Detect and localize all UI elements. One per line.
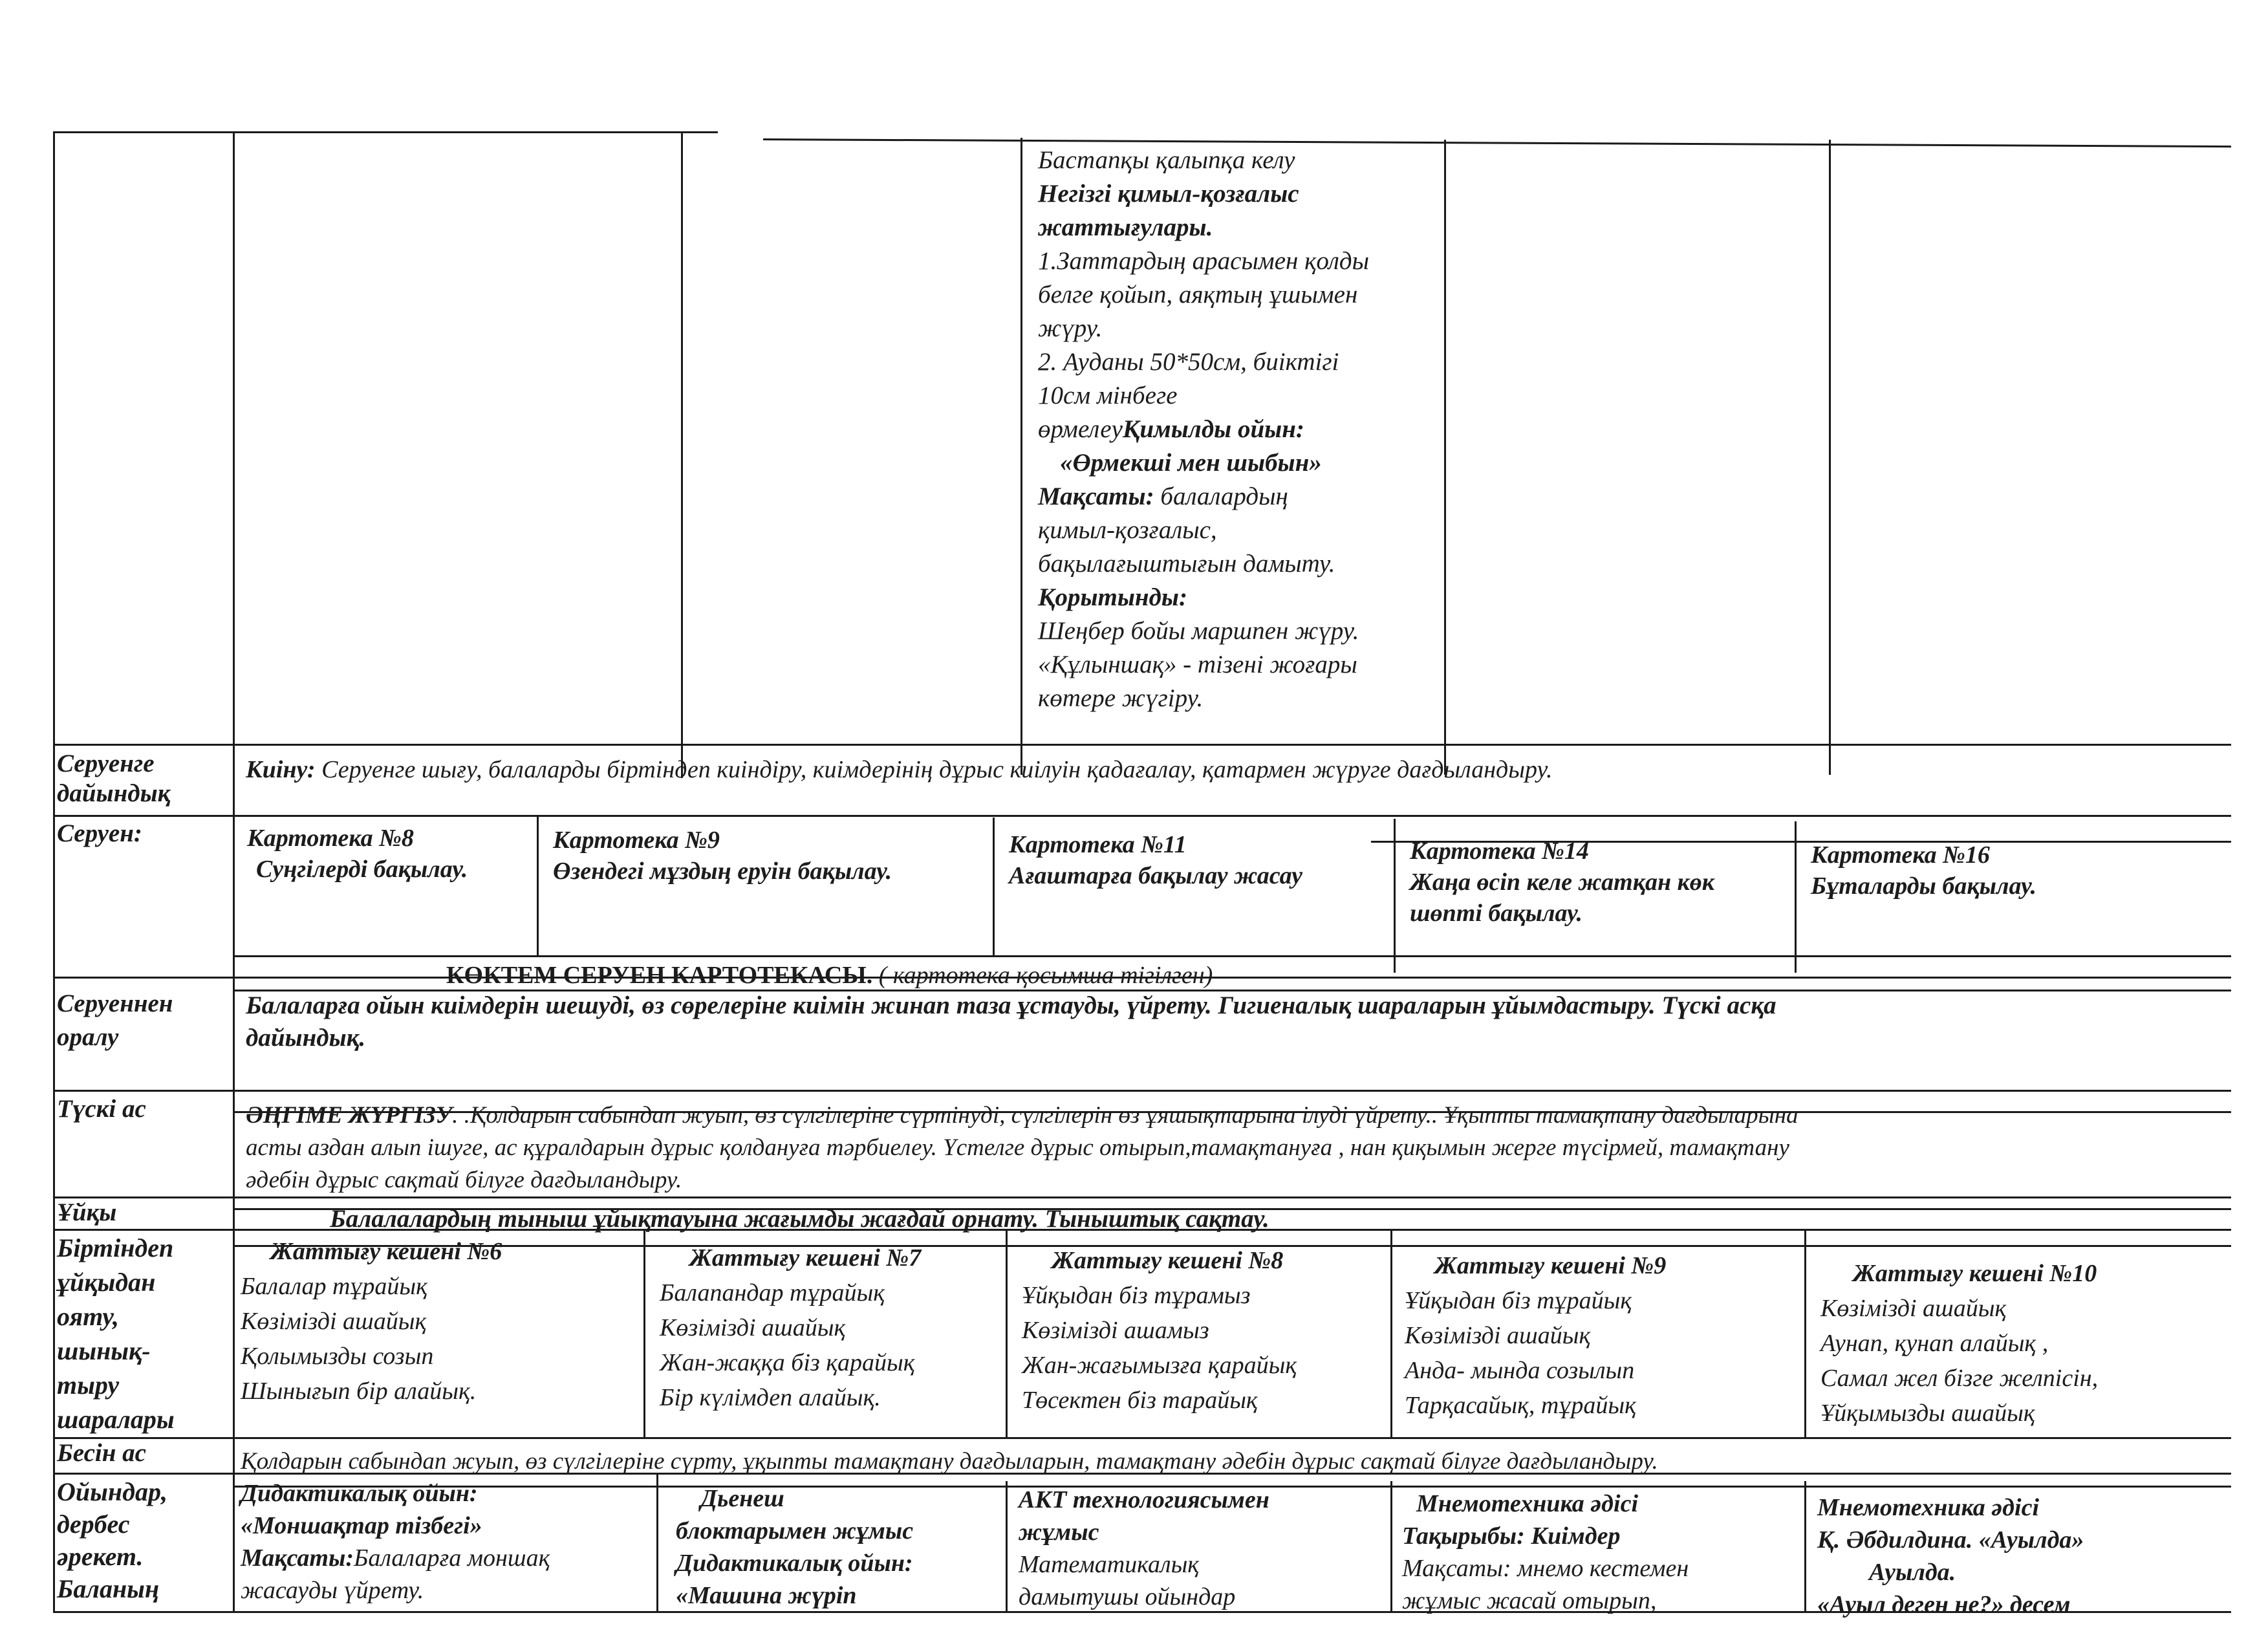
wake-complex-line: Бір күлімдеп алайық. — [660, 1384, 881, 1411]
games-cell-2 — [676, 1482, 913, 1612]
grid-line-wake-c4 — [1804, 1230, 1806, 1437]
exercise-line: 1.Заттардың арасымен қолды — [1038, 247, 1370, 275]
lunch-body: . .Қолдарын сабындап жуып, өз сүлгілеріне сүртінуді, сүлгілерін өз ұяшықтарына ілуді үйрету.. Ұқыпты тамақтану дағдыларына — [452, 1102, 1798, 1129]
wake-label-line: ояту, — [57, 1302, 119, 1331]
table-top-border-right — [763, 138, 2231, 147]
return-line: дайындық. — [246, 1024, 366, 1052]
exercise-line: Шеңбер бойы маршпен жүру. — [1038, 617, 1359, 645]
wake-complex-5 — [1820, 1256, 2098, 1431]
grid-line-games-c2 — [1006, 1481, 1008, 1613]
walk-footer-note: ( картотека қосымша тігілген) — [872, 962, 1213, 989]
wake-complex-title: Жаттығу кешені №10 — [1853, 1260, 2097, 1287]
wake-complex-line: Анда- мында созылып — [1405, 1357, 1635, 1384]
wake-complex-line: Көзімізді ашайық — [1820, 1295, 2007, 1322]
games-cell-1 — [241, 1477, 550, 1607]
wake-complex-line: Жан-жаққа біз қарайық — [660, 1349, 915, 1376]
games-label-line: дербес — [57, 1510, 130, 1539]
wake-complex-3 — [1022, 1243, 1297, 1418]
games-cell-line: «Ауыл деген не?» десем — [1817, 1591, 2071, 1618]
exercise-line: «Құлыншақ» - тізені жоғары — [1038, 651, 1357, 678]
walk-card-text: шөпті бақылау. — [1410, 900, 1582, 927]
wake-complex-1 — [241, 1234, 502, 1409]
table-top-border — [53, 131, 718, 133]
walk-card-title: Картотека №8 — [247, 825, 414, 852]
wake-label-line: шаралары — [57, 1405, 175, 1434]
grid-line-top-c4 — [1444, 140, 1446, 775]
wake-complex-line: Қолымызды созып — [241, 1343, 434, 1370]
row-line-walk-footer — [233, 955, 2231, 957]
exercise-line: бақылағыштығын дамыту. — [1038, 550, 1335, 578]
walk-card-text: Ағаштарға бақылау жасау — [1009, 862, 1302, 889]
wake-complex-title: Жаттығу кешені №6 — [270, 1238, 502, 1265]
walk-card-text: Бұталарды бақылау. — [1811, 872, 2036, 900]
row-line-snack — [53, 1437, 2231, 1439]
exercise-line: белге қойып, аяқтың ұшымен — [1038, 281, 1358, 309]
games-cell-line: Мнемотехника әдісі — [1416, 1490, 1639, 1517]
wake-label-line: Біртіндеп — [57, 1233, 174, 1262]
walk-card-title: Картотека №16 — [1811, 841, 1990, 869]
games-label — [57, 1476, 167, 1605]
wake-complex-line: Балапандар тұрайық — [660, 1279, 885, 1306]
games-cell-line: «Машина жүріп — [676, 1582, 857, 1609]
grid-line-games-c3 — [1390, 1481, 1392, 1613]
games-cell-line — [241, 1542, 550, 1574]
row-line-walk-prep — [53, 744, 2231, 746]
return-label-line: Серуеннен — [57, 990, 173, 1017]
wake-label-line: шынық- — [57, 1336, 151, 1365]
games-cell-line: жұмыс жасай отырып, — [1402, 1587, 1657, 1614]
row-line-lunch — [53, 1090, 2231, 1092]
walk-footer — [446, 960, 1213, 991]
grid-line-top-c3 — [1021, 138, 1022, 775]
games-cell-line: жұмыс — [1019, 1519, 1099, 1546]
games-cell-line: Мақсаты: мнемо кестемен — [1402, 1555, 1689, 1582]
games-cell-line: дамытушы ойындар — [1019, 1583, 1236, 1610]
conclusion-heading: Қорытынды: — [1038, 583, 1187, 611]
walk-card-4 — [1410, 836, 1714, 929]
wake-complex-4 — [1405, 1248, 1666, 1423]
goal-heading: Мақсаты: — [241, 1544, 354, 1572]
grid-line-label — [233, 131, 235, 1612]
wake-complex-line: Көзімізді ашайық — [241, 1308, 427, 1335]
grid-line-walk-c1 — [537, 816, 539, 955]
walk-footer-title: КӨКТЕМ СЕРУЕН КАРТОТЕКАСЫ. — [446, 962, 873, 989]
return-text — [246, 990, 1777, 1054]
return-line: Балаларға ойын киімдерін шешуді, өз сөрелеріне киімін жинап таза ұстауды, үйрету. Гигиеналық шараларын ұйымдастыру. Түскі асқа — [246, 991, 1777, 1019]
wake-complex-line: Ұйқыдан біз тұрамыз — [1022, 1282, 1251, 1309]
grid-line-walk-c4 — [1795, 821, 1797, 973]
exercise-line-part: өрмелеу — [1038, 415, 1123, 443]
grid-line-left — [53, 131, 55, 1612]
walk-card-text: Суңгілерді бақылау. — [256, 856, 468, 883]
walk-card-title: Картотека №14 — [1410, 838, 1589, 865]
lunch-text — [246, 1099, 1798, 1196]
return-label-line: оралу — [57, 1023, 119, 1051]
walk-label: Серуен: — [57, 819, 142, 847]
walk-prep-lead: Киіну: — [246, 756, 316, 783]
games-cell-line: «Моншақтар тізбегі» — [241, 1512, 482, 1539]
wake-complex-title: Жаттығу кешені №9 — [1434, 1252, 1667, 1279]
walk-card-text: Жаңа өсіп келе жатқан көк — [1410, 869, 1715, 896]
walk-prep-text — [246, 754, 1552, 786]
games-cell-line: блоктарымен жұмыс — [676, 1517, 914, 1544]
games-cell-4 — [1402, 1488, 1689, 1617]
walk-card-1 — [247, 823, 468, 885]
lunch-line: асты аздан алып ішуге, ас құралдарын дұрыс қолдануға тәрбиелеу. Үстелге дұрыс отырып,тамақтануға , нан қиқымын жерге түсірмей, тамақтану — [246, 1134, 1789, 1161]
wake-complex-title: Жаттығу кешені №7 — [689, 1244, 922, 1272]
return-label — [57, 987, 173, 1054]
wake-complex-line: Аунап, қунап алайық , — [1820, 1330, 2049, 1357]
games-cell-5 — [1817, 1491, 2084, 1621]
lunch-label: Түскі ас — [57, 1095, 146, 1123]
wake-complex-line: Көзімізді ашамыз — [1022, 1317, 1209, 1344]
exercise-line — [1038, 413, 1369, 446]
lunch-line: әдебін дұрыс сақтай білуге дағдыландыру. — [246, 1167, 682, 1193]
grid-line-walk-c2 — [993, 817, 995, 955]
exercise-line: 10см мінбеге — [1038, 382, 1178, 409]
wake-complex-line: Көзімізді ашайық — [1405, 1322, 1591, 1349]
games-cell-line: Қ. Әбдилдина. «Ауылда» — [1817, 1526, 2084, 1554]
wake-complex-line: Төсектен біз тарайық — [1022, 1387, 1258, 1414]
wake-complex-line: Тарқасайық, тұрайық — [1405, 1392, 1636, 1419]
games-cell-line: Дидактикалық ойын: — [676, 1550, 913, 1577]
goal-text: Балаларға моншақ — [353, 1544, 550, 1572]
snack-text: Қолдарын сабындап жуып, өз сүлгілеріне сүрту, ұқыпты тамақтану дағдыларын, тамақтану әдебін дұрыс сақтай білуге дағдыландыру. — [241, 1448, 1658, 1475]
games-label-line: Баланың — [57, 1574, 160, 1603]
goal-heading: Мақсаты: — [1038, 482, 1154, 510]
games-cell-line: жасауды үйрету. — [241, 1577, 424, 1604]
walk-card-3 — [1009, 829, 1302, 891]
snack-label: Бесін ас — [57, 1439, 146, 1467]
walk-card-title: Картотека №9 — [553, 827, 720, 854]
games-cell-line: АКТ технологиясымен — [1019, 1486, 1269, 1513]
wake-complex-line: Самал жел бізге желпісін, — [1820, 1365, 2099, 1392]
walk-prep-label-line: Серуенге — [57, 750, 155, 777]
wake-complex-line: Ұйқыдан біз тұрайық — [1405, 1287, 1632, 1314]
wake-complex-line: Жан-жағымызға қарайық — [1022, 1352, 1297, 1379]
sleep-text: Балалалардың тыныш ұйықтауына жағымды жағдай орнату. Тыныштық сақтау. — [330, 1205, 1269, 1233]
goal-text: балалардың — [1154, 482, 1288, 510]
wake-complex-title: Жаттығу кешені №8 — [1052, 1247, 1284, 1274]
lunch-lead: ӘҢГІМЕ ЖҮРГІЗУ — [246, 1102, 453, 1129]
game-heading: Қимылды ойын: — [1122, 415, 1304, 443]
wake-complex-line: Балалар тұрайық — [241, 1273, 427, 1300]
grid-line-wake-c1 — [643, 1230, 645, 1437]
games-cell-line: Дидактикалық ойын: — [241, 1480, 478, 1507]
games-cell-3 — [1019, 1484, 1269, 1613]
games-label-line: Ойындар, — [57, 1477, 167, 1506]
walk-prep-label-line: дайындық — [57, 779, 171, 807]
wake-complex-line: Көзімізді ашайық — [660, 1314, 846, 1341]
games-cell-line: Ауылда. — [1869, 1559, 1956, 1586]
walk-card-text: Өзендегі мұздың еруін бақылау. — [553, 858, 892, 885]
wake-label-line: тыру — [57, 1370, 120, 1400]
sleep-label: Ұйқы — [57, 1198, 117, 1226]
games-label-line: әрекет. — [57, 1542, 144, 1571]
games-cell-line: Математикалық — [1019, 1551, 1200, 1578]
walk-prep-body: Серуенге шығу, балаларды біртіндеп киіндіру, киімдерінің дұрыс киілуін қадағалау, қатармен жүруге дағдыландыру. — [315, 756, 1553, 783]
exercise-heading: Негізгі қимыл-қозғалыс — [1038, 180, 1299, 208]
wake-complex-line: Шынығып бір алайық. — [241, 1378, 477, 1405]
exercise-line: қимыл-қозғалыс, — [1038, 516, 1217, 544]
wake-complex-line: Ұйқымызды ашайық — [1820, 1400, 2035, 1427]
game-title: «Өрмекші мен шыбын» — [1060, 449, 1322, 477]
exercise-line — [1038, 480, 1369, 514]
grid-line-games-c1 — [656, 1474, 658, 1613]
walk-card-2 — [553, 825, 892, 887]
exercise-line: көтере жүгіру. — [1038, 684, 1204, 712]
grid-line-top-c2 — [681, 131, 683, 778]
games-cell-line: Мнемотехника әдісі — [1817, 1494, 2040, 1521]
games-cell-line: Дьенеш — [700, 1485, 784, 1512]
exercise-heading: жаттығулары. — [1038, 213, 1213, 241]
row-line-sleep — [53, 1196, 2231, 1198]
wake-complex-2 — [660, 1240, 921, 1415]
walk-prep-label — [57, 749, 170, 808]
exercise-line: 2. Ауданы 50*50см, биіктігі — [1038, 348, 1339, 376]
walk-card-title: Картотека №11 — [1009, 831, 1187, 858]
exercise-line: жүру. — [1038, 314, 1103, 342]
walk-card-5 — [1811, 839, 2036, 902]
lunch-line — [246, 1099, 1798, 1132]
wake-label-line: ұйқыдан — [57, 1268, 156, 1297]
grid-line-wake-c2 — [1006, 1230, 1008, 1437]
games-cell-line: Тақырыбы: Киімдер — [1402, 1522, 1621, 1550]
grid-line-games-c4 — [1804, 1481, 1806, 1613]
row-line-walk — [53, 815, 2231, 817]
grid-line-wake-c3 — [1390, 1230, 1392, 1437]
grid-line-walk-c3 — [1394, 819, 1396, 973]
exercise-line: Бастапқы қалыпқа келу — [1038, 146, 1295, 174]
exercise-column — [1038, 144, 1369, 715]
wake-label — [57, 1231, 175, 1436]
grid-line-top-c5 — [1829, 140, 1831, 775]
